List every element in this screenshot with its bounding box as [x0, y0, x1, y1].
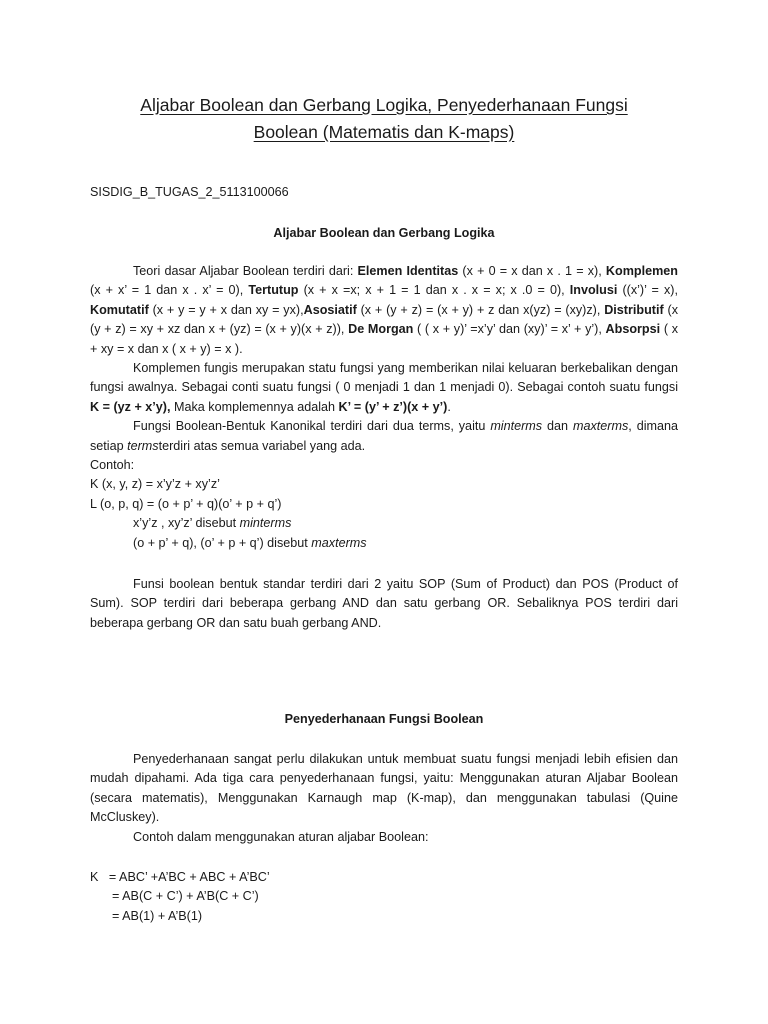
- term-distributif: Distributif: [604, 302, 664, 317]
- example-line-l: L (o, p, q) = (o + p’ + q)(o’ + p + q’): [90, 496, 282, 511]
- paragraph-contoh-aljabar: Contoh dalam menggunakan aturan aljabar Boolean:: [133, 829, 429, 844]
- example-block: [90, 456, 678, 553]
- example-minterms: x’y’z , xy’z’ disebut minterms: [133, 516, 292, 531]
- document-id: SISDIG_B_TUGAS_2_5113100066: [90, 185, 289, 199]
- paragraph-komplemen: Komplemen fungis merupakan statu fungsi yang memberikan nilai keluaran berkebalikan dengan fungsi awalnya. Sebagai conti suatu fungsi ( 0 menjadi 1 dan 1 menjadi 0). Sebagai contoh suatu fungsi K = (yz + x’y), Maka komplemennya adalah K’ = (y’ + z’)(x + y’).: [90, 361, 678, 414]
- term-asosiatif: Asosiatif: [303, 302, 357, 317]
- math-line-1: K = ABC’ +A’BC + ABC + A’BC’: [90, 870, 270, 884]
- paragraph-kanonikal: Fungsi Boolean-Bentuk Kanonikal terdiri dari dua terms, yaitu minterms dan maxterms, dimana setiap termsterdiri atas semua variabel yang ada.: [90, 419, 679, 453]
- term-de-morgan: De Morgan: [348, 322, 414, 337]
- math-line-3: = AB(1) + A’B(1): [112, 908, 203, 923]
- formula-k-komplemen: K’ = (y’ + z’)(x + y’): [338, 399, 448, 414]
- title-line-1: Aljabar Boolean dan Gerbang Logika, Penyederhanaan Fungsi: [140, 95, 628, 115]
- example-line-k: K (x, y, z) = x’y’z + xy’z’: [90, 477, 220, 492]
- term-tertutup: Tertutup: [248, 283, 299, 298]
- math-derivation: [90, 868, 678, 926]
- paragraph-teori-dasar: Teori dasar Aljabar Boolean terdiri dari: Elemen Identitas (x + 0 = x dan x . 1 = x), Komplemen (x + x’ = 1 dan x . x’ = 0), Tertutup (x + x =x; x + 1 = 1 dan x . x = x; x .0 = 0), Involusi ((x’)’ = x), Komutatif (x + y = y + x dan xy = yx),Asosiatif (x + (y + z) = (x + y) + z dan x(yz) = (xy)z), Distributif (x (y + z) = xy + xz dan x + (yz) = (x + y)(x + z)), De Morgan ( ( x + y)’ =x’y’ dan (xy)’ = x’ + y’), Absorpsi ( x + xy = x dan x ( x + y) = x ).: [90, 264, 678, 356]
- example-label: Contoh:: [90, 458, 135, 473]
- formula-k: K = (yz + x’y),: [90, 399, 171, 414]
- paragraph-penyederhanaan: Penyederhanaan sangat perlu dilakukan untuk membuat suatu fungsi menjadi lebih efisien dan mudah dipahami. Ada tiga cara penyederhanaan fungsi, yaitu: Menggunakan aturan Aljabar Boolean (secara matematis), Menggunakan Karnaugh map (K-map), dan menggunakan tabulasi (Quine McCluskey).: [90, 752, 678, 825]
- term-absorpsi: Absorpsi: [605, 322, 661, 337]
- document-title: [90, 92, 678, 146]
- term-elemen-identitas: Elemen Identitas: [357, 264, 459, 278]
- term-komutatif: Komutatif: [90, 302, 149, 317]
- paragraph-sop-pos: Funsi boolean bentuk standar terdiri dari 2 yaitu SOP (Sum of Product) dan POS (Product of Sum). SOP terdiri dari beberapa gerbang AND dan satu gerbang OR. Sebaliknya POS terdiri dari beberapa gerbang OR dan satu buah gerbang AND.: [90, 577, 678, 630]
- section-heading-penyederhanaan: Penyederhanaan Fungsi Boolean: [284, 712, 484, 726]
- section-aljabar-body: [90, 262, 678, 553]
- example-maxterms: (o + p’ + q), (o’ + p + q’) disebut maxterms: [133, 535, 367, 550]
- title-line-2: Boolean (Matematis dan K-maps): [253, 122, 515, 142]
- section-penyederhanaan-body: [90, 750, 678, 847]
- math-line-2: = AB(C + C’) + A’B(C + C’): [112, 889, 259, 904]
- term-komplemen: Komplemen: [605, 264, 678, 278]
- term-involusi: Involusi: [569, 283, 618, 298]
- section-heading-aljabar: Aljabar Boolean dan Gerbang Logika: [273, 226, 495, 240]
